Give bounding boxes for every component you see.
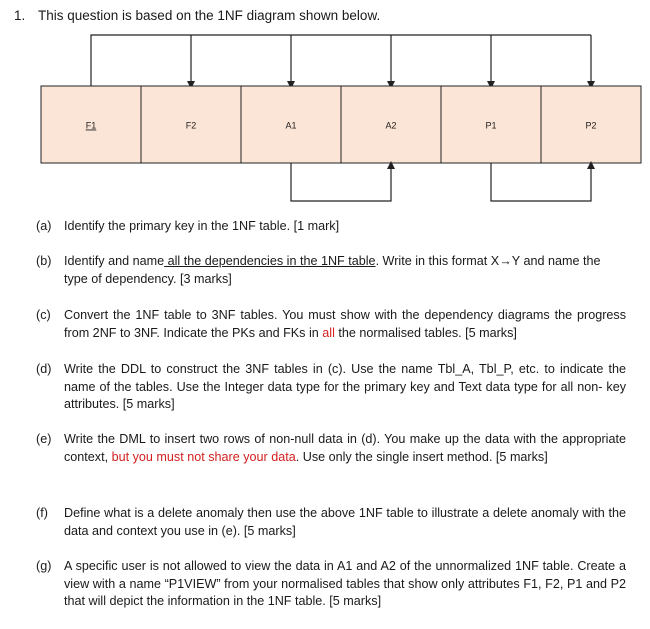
dependency-diagram [0, 0, 650, 205]
top-dependency-arrows [91, 35, 591, 86]
part-g-label: (g) [36, 559, 52, 573]
part-e-text-pre: Write the DML to insert two rows of non-null data in (d). You make up the data with the appropriate context, [64, 432, 626, 464]
attribute-label-f1: F1 [85, 120, 97, 131]
part-b [36, 253, 626, 288]
attribute-label-a1: A1 [285, 120, 297, 131]
attribute-label-a2: A2 [385, 120, 397, 131]
part-f [36, 505, 626, 540]
part-d [36, 361, 626, 414]
attribute-cells [41, 86, 641, 163]
question-text: This question is based on the 1NF diagram shown below. [38, 8, 381, 23]
part-c-text-post: the normalised tables. [5 marks] [334, 325, 517, 340]
attribute-label-f2: F2 [185, 120, 197, 131]
part-f-text: Define what is a delete anomaly then use the above 1NF table to illustrate a delete anomaly with the data and context you use in (e). [5 marks] [64, 506, 626, 538]
part-e-text-red: but you must not share your data [111, 449, 296, 464]
part-e-label: (e) [36, 432, 52, 446]
part-e [36, 431, 626, 466]
part-b-text-post: . Write in this format X→Y and name the type of dependency. [3 marks] [64, 254, 601, 286]
question-number: 1. [14, 8, 26, 23]
part-d-text: Write the DDL to construct the 3NF tables in (c). Use the name Tbl_A, Tbl_P, etc. to indicate the name of the tables. Use the Integer data type for the primary key and Text data type for all non- key attributes. [5 marks] [64, 362, 626, 412]
part-a-label: (a) [36, 219, 52, 233]
part-b-text-pre: Identify and name [64, 254, 165, 268]
part-c-text [64, 307, 626, 342]
part-c-text-pre: Convert the 1NF table to 3NF tables. You must show with the dependency diagrams the progress from 2NF to 3NF. Indicate the PKs and FKs in [64, 308, 626, 340]
part-c-label: (c) [36, 308, 51, 322]
part-b-label: (b) [36, 254, 52, 268]
part-b-text-underlined: all the dependencies in the 1NF table [164, 254, 376, 268]
part-a [36, 218, 626, 236]
top-connector-line [91, 35, 591, 86]
part-c [36, 307, 626, 342]
arrow-a1-to-a2 [291, 163, 391, 201]
bottom-dependency-arrows [291, 163, 591, 201]
attribute-label-p2: P2 [585, 120, 597, 131]
arrow-p1-to-p2 [491, 163, 591, 201]
part-d-label: (d) [36, 362, 52, 376]
attribute-label-p1: P1 [485, 120, 497, 131]
part-a-text: Identify the primary key in the 1NF table. [1 mark] [64, 219, 340, 233]
part-e-text-post: . Use only the single insert method. [5 marks] [295, 449, 548, 464]
part-g-text: A specific user is not allowed to view the data in A1 and A2 of the unnormalized 1NF table. Create a view with a name “P1VIEW” from your normalised tables that show only attributes F1, F2, P1 and P2 that will depict the information in the 1NF table. [5 marks] [64, 559, 626, 609]
part-c-text-red: all [322, 325, 335, 340]
part-e-text [64, 431, 626, 466]
part-g [36, 558, 626, 611]
part-b-text [64, 253, 626, 288]
part-f-label: (f) [36, 506, 48, 520]
